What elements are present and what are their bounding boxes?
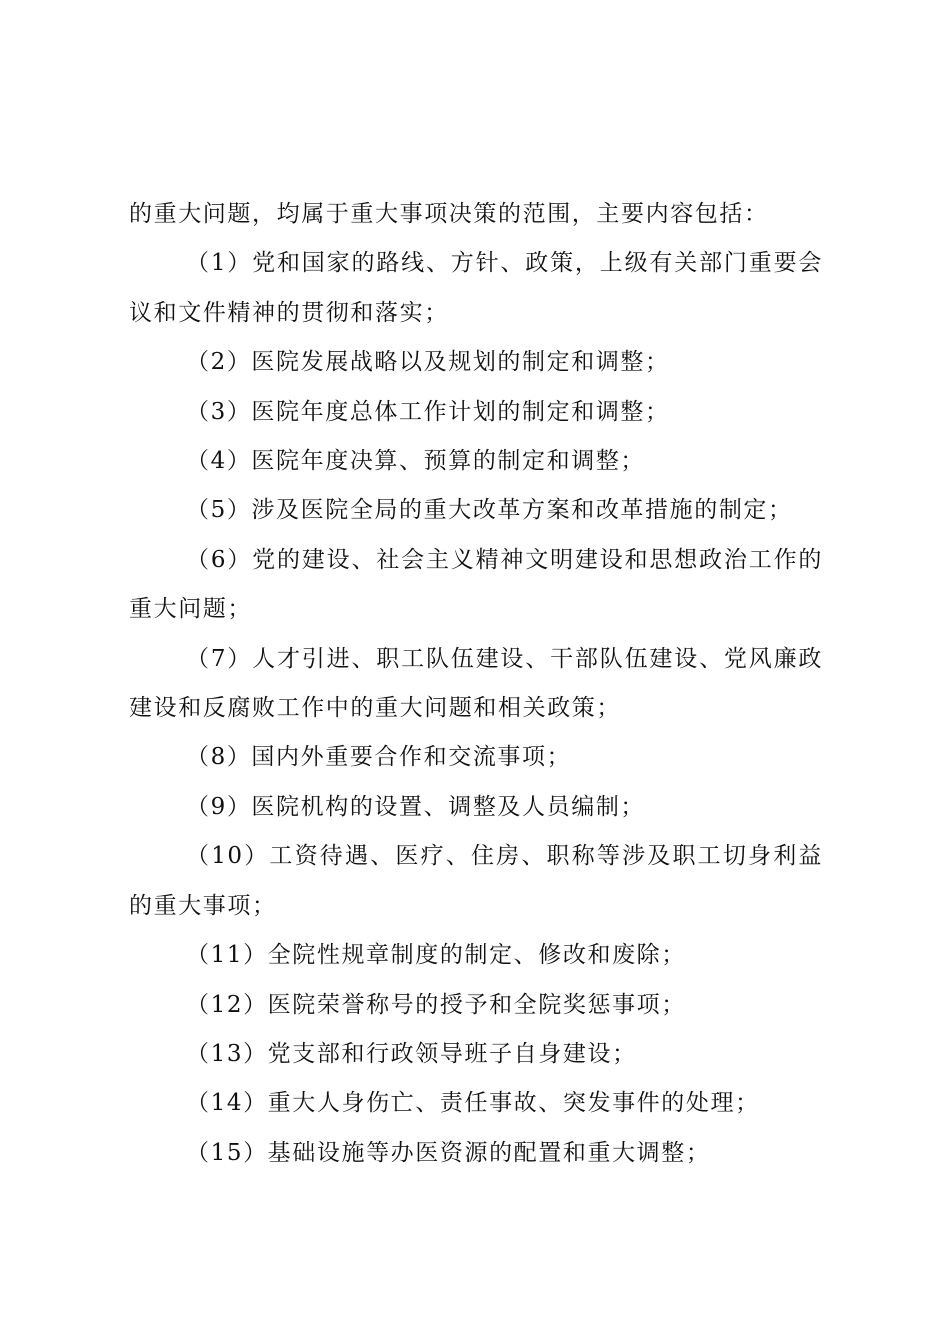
list-item-9: （9）医院机构的设置、调整及人员编制； bbox=[186, 793, 646, 820]
list-item-3: （3）医院年度总体工作计划的制定和调整； bbox=[186, 398, 670, 425]
list-item-5: （5）涉及医院全局的重大改革方案和改革措施的制定； bbox=[186, 497, 793, 524]
intro-paragraph: 的重大问题，均属于重大事项决策的范围，主要内容包括： bbox=[129, 201, 769, 227]
list-item-14: （14）重大人身伤亡、责任事故、突发事件的处理； bbox=[186, 1090, 760, 1117]
list-item-12: （12）医院荣誉称号的授予和全院奖惩事项； bbox=[186, 991, 686, 1018]
list-item-15: （15）基础设施等办医资源的配置和重大调整； bbox=[186, 1139, 711, 1166]
list-item-2: （2）医院发展战略以及规划的制定和调整； bbox=[186, 349, 670, 376]
list-item-1: （1）党和国家的路线、方针、政策，上级有关部门重要会议和文件精神的贯彻和落实； bbox=[129, 250, 823, 326]
list-item-6: （6）党的建设、社会主义精神文明建设和思想政治工作的重大问题； bbox=[129, 546, 823, 623]
list-item-4: （4）医院年度决算、预算的制定和调整； bbox=[186, 448, 646, 475]
document-body bbox=[129, 190, 823, 1178]
list-item-8: （8）国内外重要合作和交流事项； bbox=[186, 744, 572, 771]
list-item-10: （10）工资待遇、医疗、住房、职称等涉及职工切身利益的重大事项； bbox=[129, 843, 823, 919]
list-item-13: （13）党支部和行政领导班子自身建设； bbox=[186, 1040, 637, 1067]
list-item-7: （7）人才引进、职工队伍建设、干部队伍建设、党风廉政建设和反腐败工作中的重大问题和相关政策； bbox=[129, 645, 823, 722]
list-item-11: （11）全院性规章制度的制定、修改和废除； bbox=[186, 942, 686, 969]
